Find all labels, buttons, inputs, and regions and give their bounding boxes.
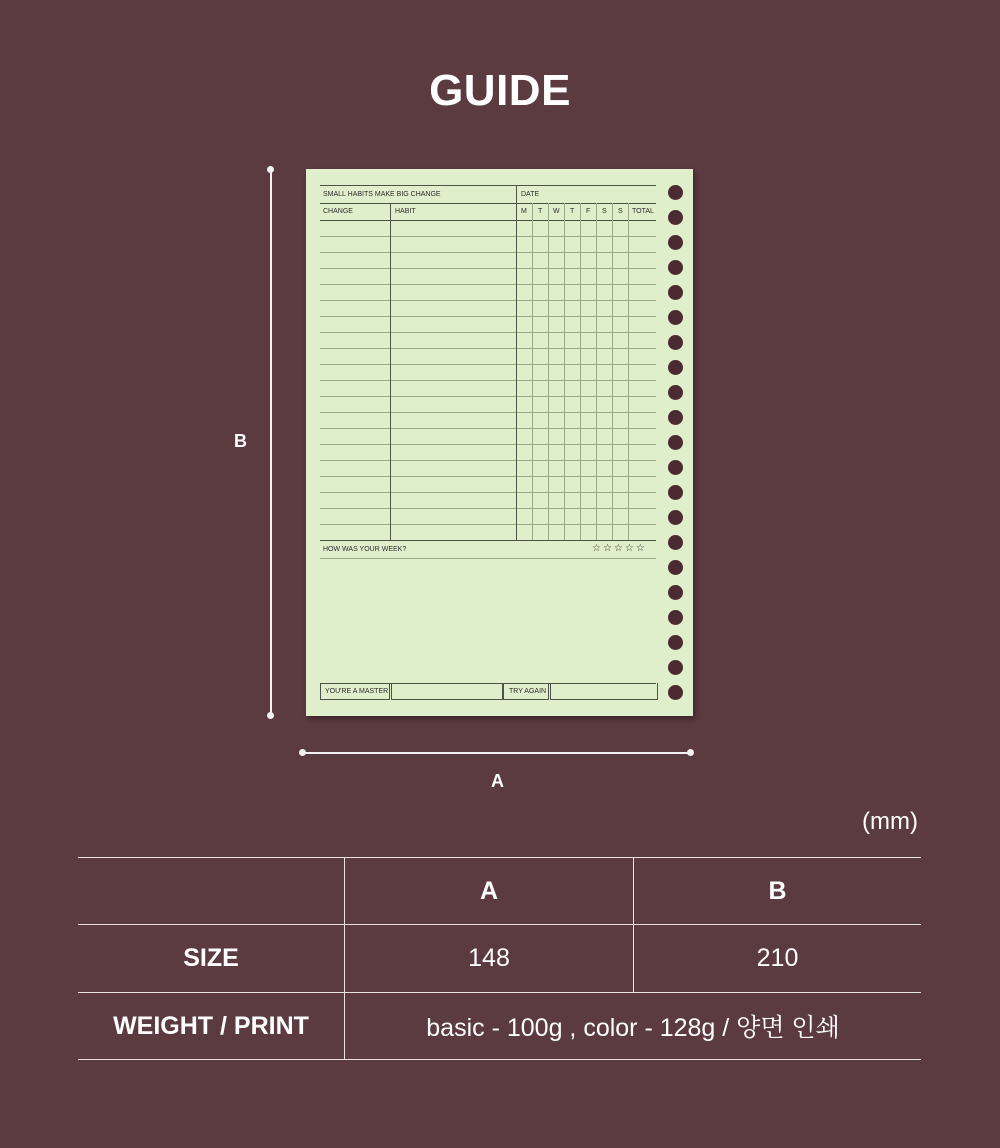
column-sun: S	[618, 208, 623, 215]
planner-paper	[306, 169, 693, 716]
binder-hole-icon	[668, 660, 683, 675]
dimension-dot	[267, 712, 274, 719]
binder-hole-icon	[668, 685, 683, 700]
column-mon: M	[521, 208, 527, 215]
grid-row-line	[320, 380, 656, 381]
grid-column-line	[548, 203, 549, 540]
master-label: YOU'RE A MASTER	[325, 688, 389, 695]
binder-hole-icon	[668, 610, 683, 625]
binder-hole-icon	[668, 385, 683, 400]
star-rating: ☆☆☆☆☆	[592, 543, 647, 554]
rule	[320, 203, 656, 204]
binder-hole-icon	[668, 235, 683, 250]
dimension-dot	[299, 749, 306, 756]
grid-row-line	[320, 364, 656, 365]
column-tue: T	[538, 208, 543, 215]
dimension-line-a	[302, 752, 691, 754]
column-fri: F	[586, 208, 591, 215]
grid-row-line	[320, 300, 656, 301]
grid-column-line	[580, 203, 581, 540]
grid-row-line	[320, 268, 656, 269]
size-a: 148	[468, 944, 510, 972]
row-label-weight: WEIGHT / PRINT	[113, 1011, 309, 1040]
header-slogan: SMALL HABITS MAKE BIG CHANGE	[323, 191, 441, 198]
binder-hole-icon	[668, 510, 683, 525]
column-wed: W	[553, 208, 560, 215]
page-title: GUIDE	[429, 66, 571, 115]
grid-row-line	[320, 332, 656, 333]
binder-hole-icon	[668, 535, 683, 550]
unit-label: (mm)	[862, 808, 918, 835]
grid-row-line	[320, 236, 656, 237]
header-date: DATE	[521, 191, 540, 198]
dimension-dot	[267, 166, 274, 173]
grid-row-line	[320, 252, 656, 253]
grid-column-line	[612, 203, 613, 540]
grid-row-line	[320, 428, 656, 429]
rule	[320, 558, 656, 559]
grid-row-line	[320, 284, 656, 285]
rule	[320, 220, 656, 221]
table-rule	[78, 1059, 921, 1060]
binder-hole-icon	[668, 485, 683, 500]
grid-row-line	[320, 444, 656, 445]
dimension-label-a: A	[491, 771, 504, 791]
grid-row-line	[320, 460, 656, 461]
binder-hole-icon	[668, 185, 683, 200]
grid-column-line	[516, 203, 517, 540]
binder-hole-icon	[668, 460, 683, 475]
grid-row-line	[320, 476, 656, 477]
rule	[320, 185, 656, 186]
header-b: B	[768, 876, 787, 905]
master-field	[391, 683, 503, 700]
grid-row-line	[320, 396, 656, 397]
binder-hole-icon	[668, 635, 683, 650]
binder-hole-icon	[668, 285, 683, 300]
size-b: 210	[756, 944, 799, 972]
dimension-dot	[687, 749, 694, 756]
try-again-label: TRY AGAIN	[509, 688, 547, 695]
row-label-size: SIZE	[183, 944, 239, 972]
grid-bottom-line	[320, 540, 656, 541]
binder-hole-icon	[668, 335, 683, 350]
binder-hole-icon	[668, 360, 683, 375]
week-question: HOW WAS YOUR WEEK?	[323, 546, 407, 553]
dimension-label-b: B	[234, 431, 247, 451]
binder-hole-icon	[668, 310, 683, 325]
dimension-line-b	[270, 169, 272, 716]
column-total: TOTAL	[632, 208, 654, 215]
column-change: CHANGE	[323, 208, 353, 215]
header-a: A	[479, 876, 499, 905]
try-field	[550, 683, 658, 700]
column-thu: T	[570, 208, 575, 215]
grid-column-line	[564, 203, 565, 540]
binder-hole-icon	[668, 210, 683, 225]
grid-row-line	[320, 524, 656, 525]
column-habit: HABIT	[395, 208, 416, 215]
grid-column-line	[596, 203, 597, 540]
grid-row-line	[320, 412, 656, 413]
grid-row-line	[320, 508, 656, 509]
binder-hole-icon	[668, 560, 683, 575]
binder-hole-icon	[668, 435, 683, 450]
column-sat: S	[602, 208, 607, 215]
binder-hole-icon	[668, 410, 683, 425]
rule	[516, 185, 517, 203]
grid-column-line	[532, 203, 533, 540]
grid-column-line	[628, 203, 629, 540]
grid-row-line	[320, 492, 656, 493]
grid-row-line	[320, 348, 656, 349]
binder-hole-icon	[668, 585, 683, 600]
grid-row-line	[320, 316, 656, 317]
grid-column-line	[390, 203, 391, 540]
binder-hole-icon	[668, 260, 683, 275]
weight-print-value: basic - 100g , color - 128g / 양면 인쇄	[426, 1014, 840, 1042]
